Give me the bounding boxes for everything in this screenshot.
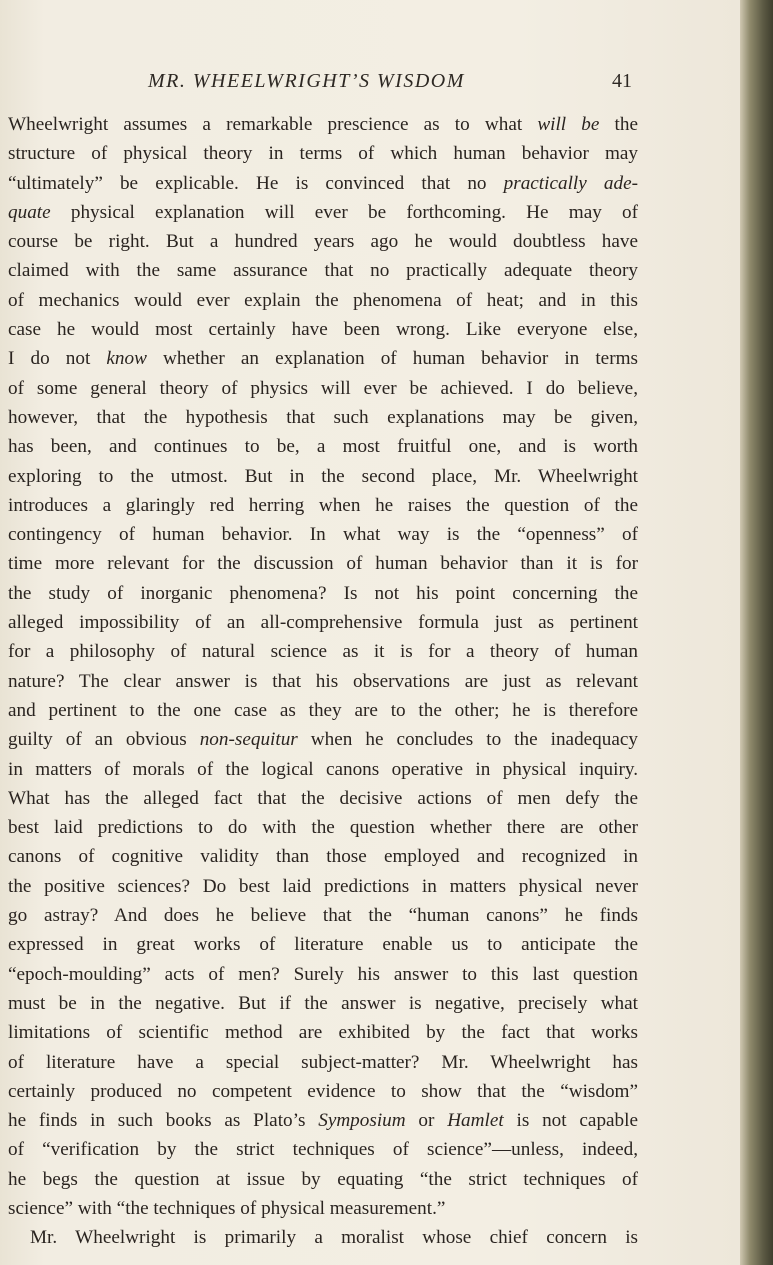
text-line: Wheelwright assumes a remarkable prescience as to what will be the [8,114,638,135]
text-line: nature? The clear answer is that his observations are just as relevant [8,670,638,692]
page-number: 41 [612,70,632,92]
paragraph-start-line: Mr. Wheelwright is primarily a moralist whose chief concern is [30,1227,638,1249]
text-line: and pertinent to the one case as they are to the other; he is therefore [8,699,638,721]
text-line: claimed with the same assurance that no practically adequate theory [8,260,638,282]
text-line: the positive sciences? Do best laid predictions in matters physical never [8,875,638,897]
text-line: he finds in such books as Plato’s Symposium or Hamlet is not capable [8,1110,638,1132]
text-line: contingency of human behavior. In what way is the “openness” of [8,524,638,546]
text-line: of literature have a special subject-matter? Mr. Wheelwright has [8,1051,638,1073]
text-line: quate physical explanation will ever be forthcoming. He may of [8,201,638,223]
text-line: limitations of scientific method are exhibited by the fact that works [8,1022,638,1044]
text-line: What has the alleged fact that the decisive actions of men defy the [8,787,638,809]
text-line: exploring to the utmost. But in the second place, Mr. Wheelwright [8,465,638,487]
text-line: “ultimately” be explicable. He is convinced that no practically ade- [8,172,638,194]
text-line: however, that the hypothesis that such explanations may be given, [8,406,638,428]
text-line: of “verification by the strict techniques of science”—unless, indeed, [8,1139,638,1161]
text-line: best laid predictions to do with the question whether there are other [8,817,638,839]
page-header [0,70,640,100]
running-head: MR. WHEELWRIGHT’S WISDOM [148,70,465,92]
text-line: must be in the negative. But if the answer is negative, precisely what [8,992,638,1014]
text-line: structure of physical theory in terms of which human behavior may [8,143,638,165]
text-line: canons of cognitive validity than those employed and recognized in [8,846,638,868]
text-line: for a philosophy of natural science as it is for a theory of human [8,641,638,663]
text-line: I do not know whether an explanation of human behavior in terms [8,348,638,370]
text-line: certainly produced no competent evidence to show that the “wisdom” [8,1080,638,1102]
text-line: “epoch-moulding” acts of men? Surely his answer to this last question [8,963,638,985]
book-spine-edge [740,0,773,1265]
text-line: of mechanics would ever explain the phenomena of heat; and in this [8,289,638,311]
text-line: alleged impossibility of an all-comprehensive formula just as pertinent [8,612,638,634]
text-line: introduces a glaringly red herring when he raises the question of the [8,494,638,516]
text-line: of some general theory of physics will ever be achieved. I do believe, [8,377,638,399]
body-text [8,110,638,1253]
text-line: the study of inorganic phenomena? Is not his point concerning the [8,582,638,604]
text-line: has been, and continues to be, a most fruitful one, and is worth [8,436,638,458]
text-line: he begs the question at issue by equating “the strict techniques of [8,1168,638,1190]
text-line: guilty of an obvious non-sequitur when he concludes to the inadequacy [8,729,638,751]
text-line: case he would most certainly have been wrong. Like everyone else, [8,319,638,341]
text-line: go astray? And does he believe that the “human canons” he finds [8,905,638,927]
text-line: expressed in great works of literature enable us to anticipate the [8,934,638,956]
text-line: time more relevant for the discussion of human behavior than it is for [8,553,638,575]
text-line: in matters of morals of the logical canons operative in physical inquiry. [8,758,638,780]
text-line: course be right. But a hundred years ago he would doubtless have [8,231,638,253]
text-line: science” with “the techniques of physical measurement.” [8,1197,446,1219]
